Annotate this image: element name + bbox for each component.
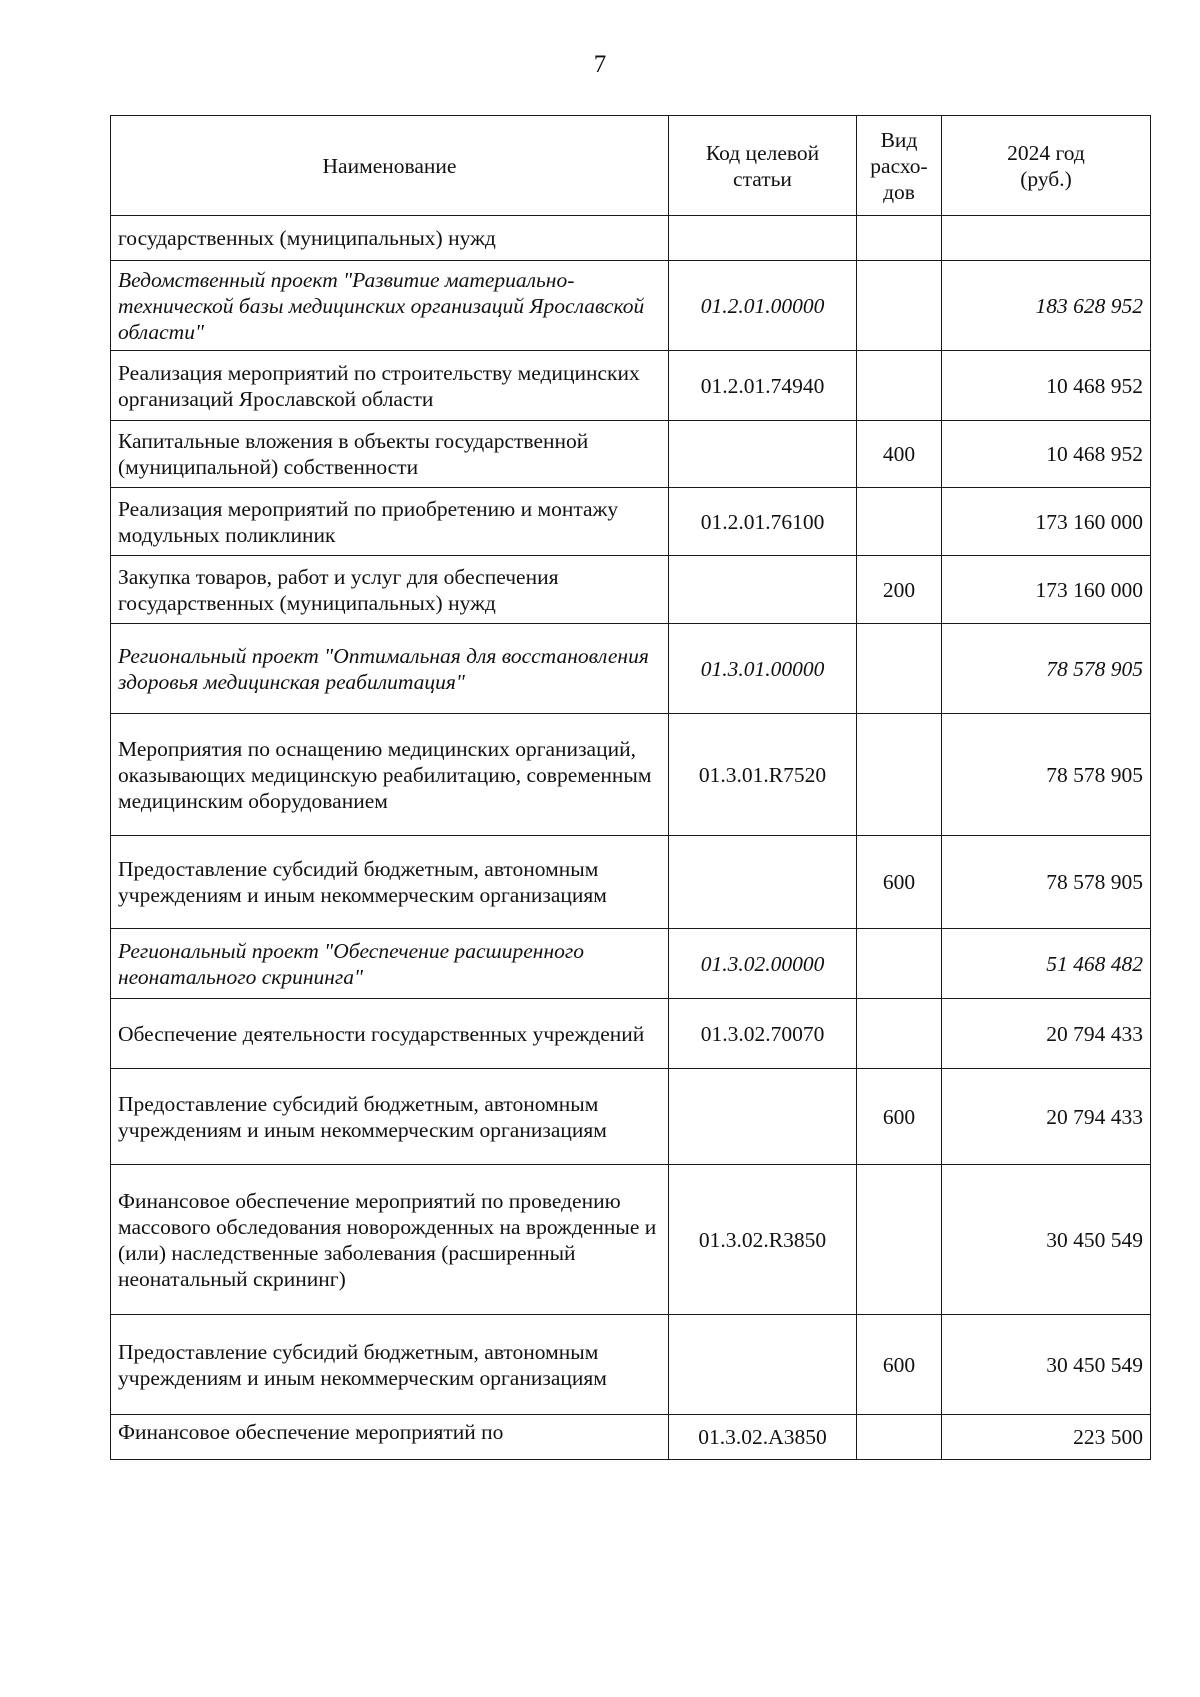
row-amount: 10 468 952 xyxy=(942,421,1151,488)
row-type: 600 xyxy=(857,1315,942,1415)
row-code: 01.3.02.A3850 xyxy=(669,1415,857,1460)
row-code xyxy=(669,556,857,624)
row-code: 01.2.01.00000 xyxy=(669,261,857,351)
table-row xyxy=(111,999,1151,1069)
row-amount: 183 628 952 xyxy=(942,261,1151,351)
header-type-line: Вид xyxy=(880,127,918,152)
row-name: Финансовое обеспечение мероприятий по xyxy=(111,1415,669,1460)
row-name: Предоставление субсидий бюджетным, автономным учреждениям и иным некоммерческим организациям xyxy=(111,836,669,929)
row-type xyxy=(857,261,942,351)
header-code xyxy=(669,116,857,216)
row-code: 01.3.02.R3850 xyxy=(669,1165,857,1315)
row-code xyxy=(669,216,857,261)
table-row xyxy=(111,624,1151,714)
page-number: 7 xyxy=(593,51,607,78)
header-code-line: статьи xyxy=(733,166,792,191)
header-year-line: 2024 год xyxy=(1007,140,1085,165)
row-type xyxy=(857,624,942,714)
table-row xyxy=(111,556,1151,624)
table-row xyxy=(111,929,1151,999)
row-name: Региональный проект "Обеспечение расширенного неонатального скрининга" xyxy=(111,929,669,999)
header-type-line: дов xyxy=(883,179,915,204)
header-type-line: расхо- xyxy=(870,153,928,178)
row-code xyxy=(669,421,857,488)
row-type xyxy=(857,714,942,836)
row-amount: 20 794 433 xyxy=(942,1069,1151,1165)
budget-table xyxy=(110,115,1151,1460)
row-type xyxy=(857,216,942,261)
row-code xyxy=(669,1069,857,1165)
header-type xyxy=(857,116,942,216)
row-name: государственных (муниципальных) нужд xyxy=(111,216,669,261)
row-type xyxy=(857,999,942,1069)
row-code xyxy=(669,836,857,929)
row-type: 600 xyxy=(857,1069,942,1165)
table-row xyxy=(111,216,1151,261)
row-name: Региональный проект "Оптимальная для восстановления здоровья медицинская реабилитация" xyxy=(111,624,669,714)
row-type xyxy=(857,929,942,999)
row-type xyxy=(857,1415,942,1460)
row-code: 01.3.01.R7520 xyxy=(669,714,857,836)
table-row xyxy=(111,714,1151,836)
row-amount: 30 450 549 xyxy=(942,1315,1151,1415)
table-row xyxy=(111,488,1151,556)
row-amount: 173 160 000 xyxy=(942,556,1151,624)
table-row xyxy=(111,1165,1151,1315)
row-amount xyxy=(942,216,1151,261)
header-year-line: (руб.) xyxy=(1020,166,1072,191)
table-header-row xyxy=(111,116,1151,216)
row-code: 01.2.01.74940 xyxy=(669,351,857,421)
row-name: Мероприятия по оснащению медицинских организаций, оказывающих медицинскую реабилитацию, современным медицинским оборудованием xyxy=(111,714,669,836)
row-code: 01.3.01.00000 xyxy=(669,624,857,714)
header-year xyxy=(942,116,1151,216)
table-row xyxy=(111,1069,1151,1165)
row-name: Реализация мероприятий по строительству медицинских организаций Ярославской области xyxy=(111,351,669,421)
row-code xyxy=(669,1315,857,1415)
row-amount: 173 160 000 xyxy=(942,488,1151,556)
row-name: Реализация мероприятий по приобретению и монтажу модульных поликлиник xyxy=(111,488,669,556)
row-code: 01.2.01.76100 xyxy=(669,488,857,556)
row-type: 200 xyxy=(857,556,942,624)
row-name: Закупка товаров, работ и услуг для обеспечения государственных (муниципальных) нужд xyxy=(111,556,669,624)
header-name-label: Наименование xyxy=(322,153,457,178)
table-row xyxy=(111,421,1151,488)
table-row xyxy=(111,261,1151,351)
row-amount: 20 794 433 xyxy=(942,999,1151,1069)
table-row xyxy=(111,1415,1151,1460)
row-amount: 51 468 482 xyxy=(942,929,1151,999)
row-type: 400 xyxy=(857,421,942,488)
row-amount: 78 578 905 xyxy=(942,836,1151,929)
row-type: 600 xyxy=(857,836,942,929)
row-name: Обеспечение деятельности государственных учреждений xyxy=(111,999,669,1069)
row-name: Капитальные вложения в объекты государственной (муниципальной) собственности xyxy=(111,421,669,488)
header-code-line: Код целевой xyxy=(705,140,820,165)
row-type xyxy=(857,488,942,556)
row-amount: 78 578 905 xyxy=(942,624,1151,714)
row-amount: 223 500 xyxy=(942,1415,1151,1460)
table-row xyxy=(111,351,1151,421)
row-amount: 10 468 952 xyxy=(942,351,1151,421)
table-row xyxy=(111,1315,1151,1415)
row-type xyxy=(857,1165,942,1315)
row-code: 01.3.02.70070 xyxy=(669,999,857,1069)
row-name: Предоставление субсидий бюджетным, автономным учреждениям и иным некоммерческим организациям xyxy=(111,1315,669,1415)
row-amount: 30 450 549 xyxy=(942,1165,1151,1315)
row-name: Предоставление субсидий бюджетным, автономным учреждениям и иным некоммерческим организациям xyxy=(111,1069,669,1165)
row-amount: 78 578 905 xyxy=(942,714,1151,836)
table-row xyxy=(111,836,1151,929)
row-code: 01.3.02.00000 xyxy=(669,929,857,999)
header-name xyxy=(111,116,669,216)
row-name: Финансовое обеспечение мероприятий по проведению массового обследования новорожденных на врожденные и (или) наследственные заболевания (расширенный неонатальный скрининг) xyxy=(111,1165,669,1315)
row-name: Ведомственный проект "Развитие материально-технической базы медицинских организаций Ярославской области" xyxy=(111,261,669,351)
row-type xyxy=(857,351,942,421)
